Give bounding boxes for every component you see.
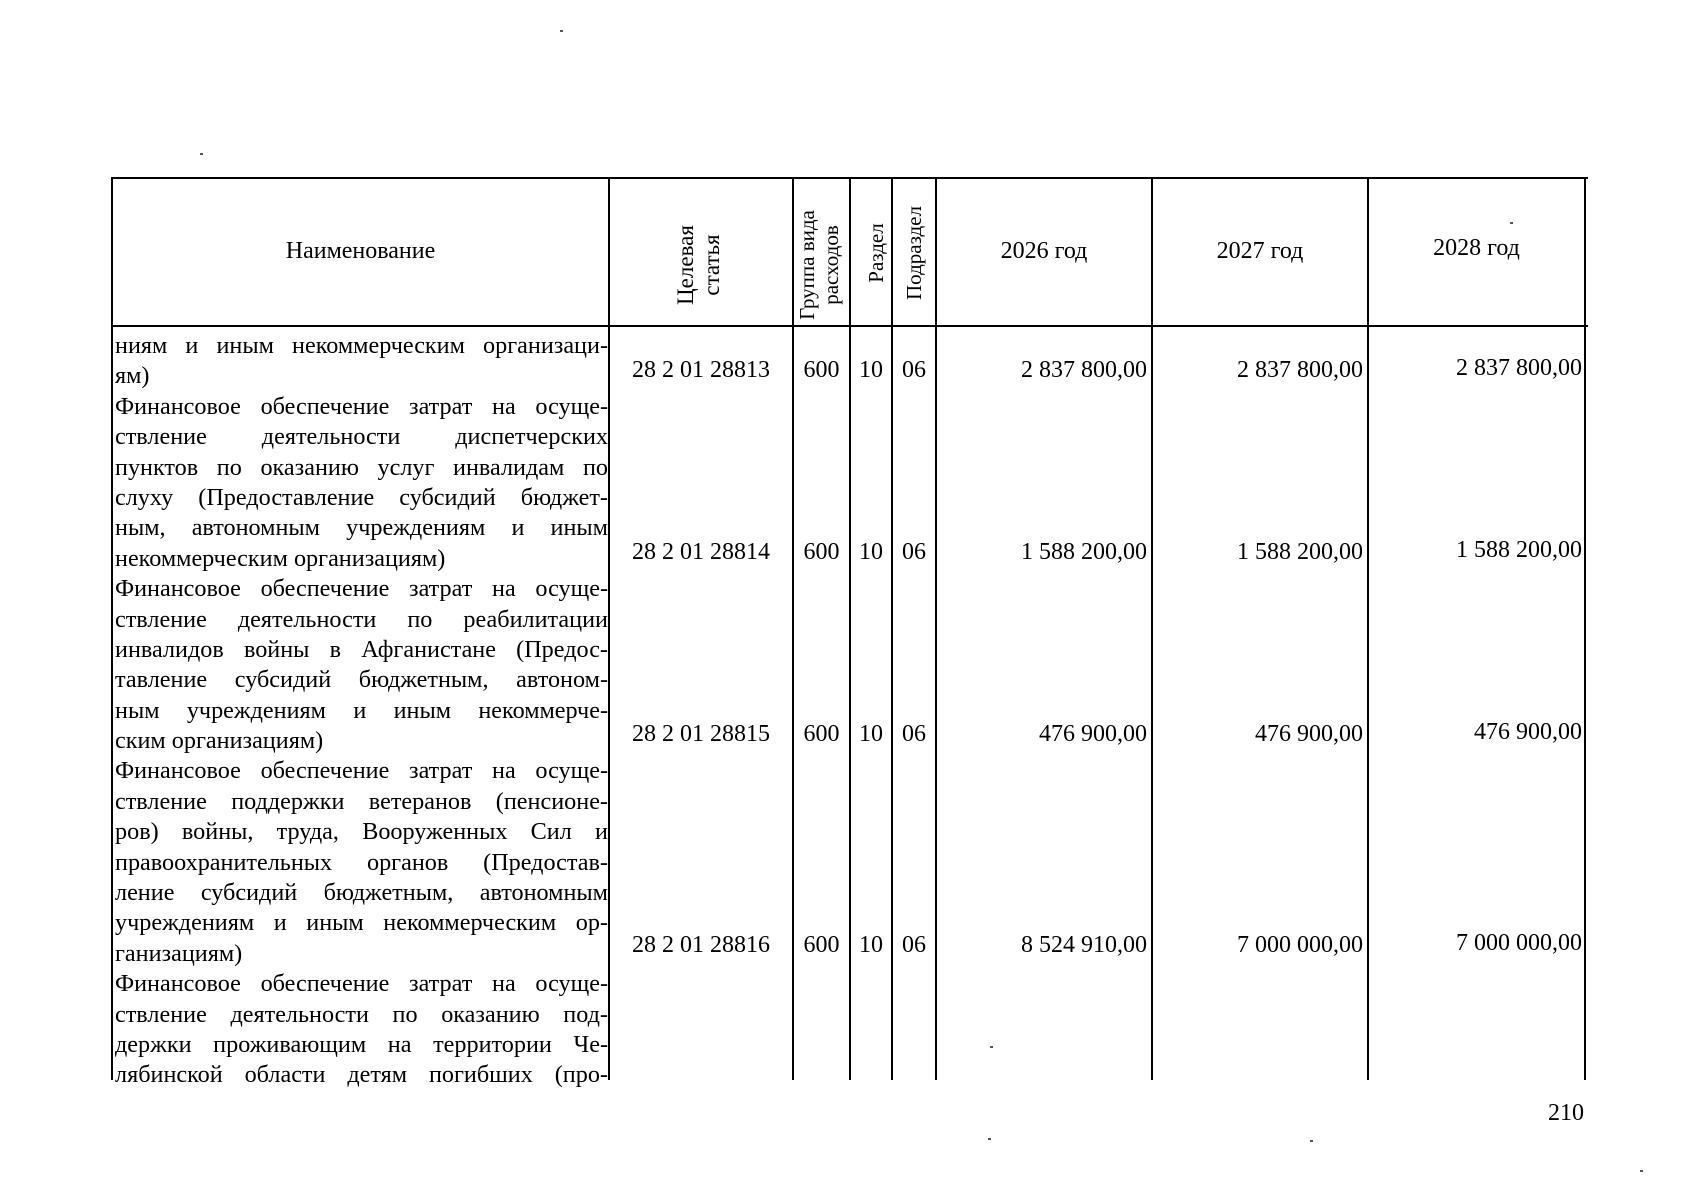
name-line: ным, автономным учреждениям и иным xyxy=(115,514,608,542)
cell-group: 600 xyxy=(803,932,840,958)
name-line: ям) xyxy=(115,362,150,390)
col-border-left xyxy=(111,177,113,1080)
cell-group: 600 xyxy=(803,357,840,383)
name-line: слуху (Предоставление субсидий бюджет- xyxy=(115,483,608,511)
cell-2026: 2 837 800,00 xyxy=(1021,357,1147,383)
scan-speck xyxy=(200,153,203,155)
name-line: некоммерческим организациям) xyxy=(115,544,446,572)
scan-speck xyxy=(1510,222,1513,224)
cell-2028: 2 837 800,00 xyxy=(1456,355,1582,381)
cell-section: 10 xyxy=(859,357,883,383)
scan-speck xyxy=(1640,1170,1643,1172)
cell-code: 28 2 01 28814 xyxy=(632,539,770,565)
name-line: держки проживающим на территории Че- xyxy=(115,1030,608,1058)
name-line: ствление деятельности по реабилитации xyxy=(115,605,608,633)
name-line: ствление деятельности диспетчерских xyxy=(115,423,608,451)
cell-2026: 8 524 910,00 xyxy=(1021,932,1147,958)
cell-subsection: 06 xyxy=(902,539,926,565)
cell-2028: 476 900,00 xyxy=(1474,719,1582,745)
name-column-text xyxy=(115,331,608,1091)
header-name: Наименование xyxy=(285,238,436,264)
scan-speck xyxy=(990,1046,993,1048)
header-2027: 2027 год xyxy=(1216,238,1304,264)
name-line: ствление поддержки ветеранов (пенсионе- xyxy=(115,787,608,815)
name-line: лябинской области детям погибших (про- xyxy=(115,1061,608,1089)
name-line: учреждениям и иным некоммерческим ор- xyxy=(115,909,608,937)
name-line: ским организациям) xyxy=(115,727,324,755)
cell-subsection: 06 xyxy=(902,932,926,958)
name-line: ствление деятельности по оказанию под- xyxy=(115,1000,608,1028)
cell-2028: 7 000 000,00 xyxy=(1456,930,1582,956)
cell-subsection: 06 xyxy=(902,721,926,747)
cell-section: 10 xyxy=(859,932,883,958)
scan-speck xyxy=(988,1138,991,1140)
cell-group: 600 xyxy=(803,539,840,565)
scan-speck xyxy=(560,30,563,32)
header-subsection: Подраздел xyxy=(902,206,926,300)
name-line: тавление субсидий бюджетным, автоном- xyxy=(115,666,608,694)
cell-code: 28 2 01 28816 xyxy=(632,932,770,958)
cell-2027: 476 900,00 xyxy=(1255,721,1363,747)
name-line: Финансовое обеспечение затрат на осуще- xyxy=(115,575,608,603)
cell-subsection: 06 xyxy=(902,357,926,383)
cell-group: 600 xyxy=(803,721,840,747)
name-line: Финансовое обеспечение затрат на осуще- xyxy=(115,970,608,998)
name-line: Финансовое обеспечение затрат на осуще- xyxy=(115,757,608,785)
name-line: ление субсидий бюджетным, автономным xyxy=(115,879,608,907)
cell-code: 28 2 01 28815 xyxy=(632,721,770,747)
cell-section: 10 xyxy=(859,721,883,747)
header-target-article: Целевая статья xyxy=(673,225,724,305)
header-section: Раздел xyxy=(864,223,888,283)
name-line: инвалидов войны в Афганистане (Предос- xyxy=(115,635,608,663)
header-2028: 2028 год xyxy=(1433,235,1520,261)
name-line: ганизациям) xyxy=(115,939,243,967)
name-line: ным учреждениям и иным некоммерче- xyxy=(115,696,608,724)
cell-2027: 2 837 800,00 xyxy=(1237,357,1363,383)
name-line: ниям и иным некоммерческим организаци- xyxy=(115,332,608,359)
cell-2027: 1 588 200,00 xyxy=(1237,539,1363,565)
cell-section: 10 xyxy=(859,539,883,565)
col-border-right xyxy=(1584,177,1586,1080)
name-line: ров) войны, труда, Вооруженных Сил и xyxy=(115,818,608,846)
cell-2026: 1 588 200,00 xyxy=(1021,539,1147,565)
cell-2027: 7 000 000,00 xyxy=(1237,932,1363,958)
name-line: правоохранительных органов (Предостав- xyxy=(115,848,608,876)
cell-code: 28 2 01 28813 xyxy=(632,357,770,383)
page-number: 210 xyxy=(1548,1100,1584,1126)
header-expense-group: Группа вида расходов xyxy=(795,210,843,320)
cell-2026: 476 900,00 xyxy=(1039,721,1147,747)
header-2026: 2026 год xyxy=(1000,238,1088,264)
cell-2028: 1 588 200,00 xyxy=(1456,537,1582,563)
name-line: Финансовое обеспечение затрат на осуще- xyxy=(115,392,608,420)
name-line: пунктов по оказанию услуг инвалидам по xyxy=(115,453,608,481)
scan-speck xyxy=(1310,1140,1313,1142)
